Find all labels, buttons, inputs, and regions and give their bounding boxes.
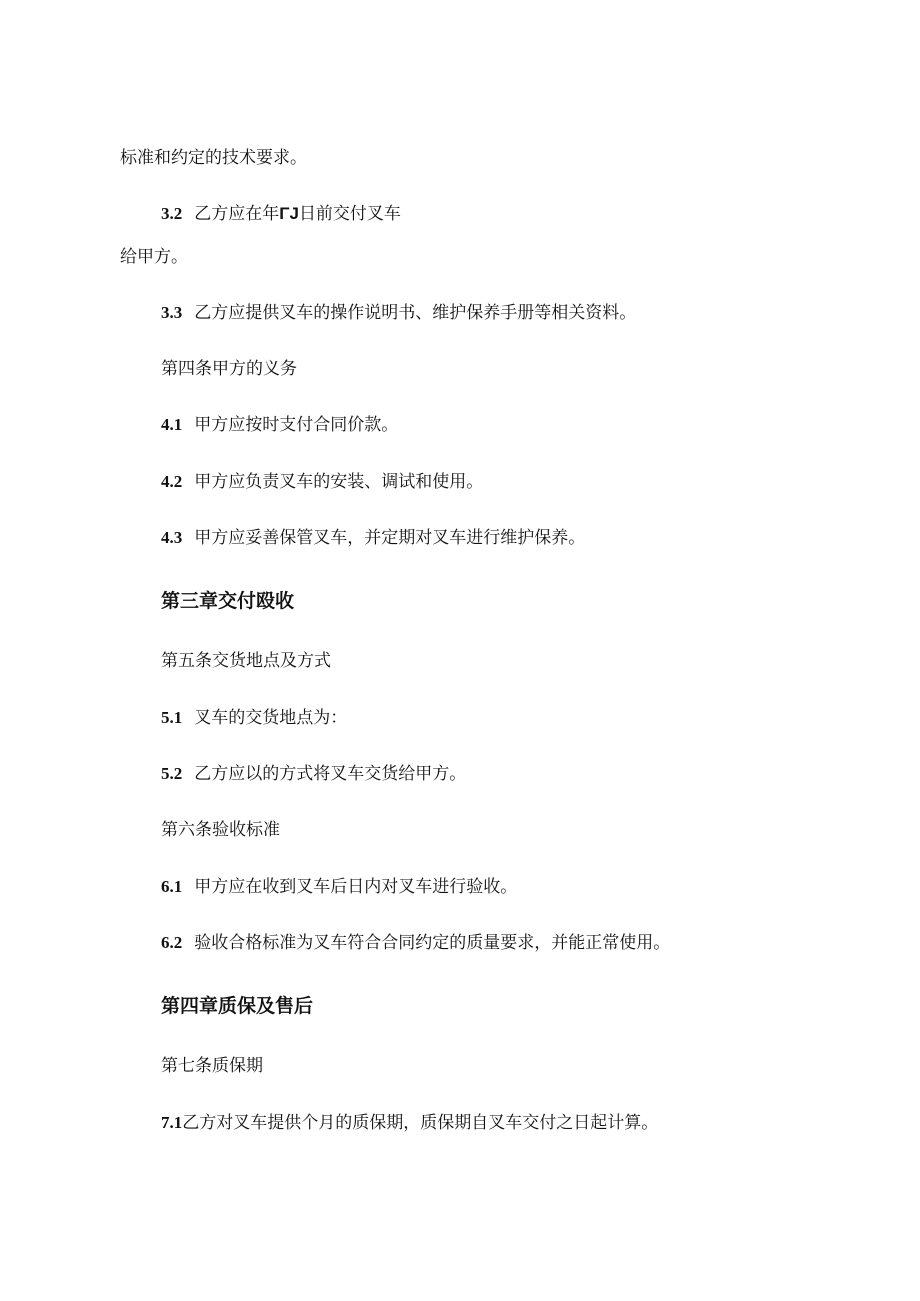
clause-7-1 — [161, 1111, 658, 1135]
line-text: 标准和约定的技术要求。 — [120, 148, 307, 168]
paragraph-line — [120, 245, 188, 269]
clause-4-2 — [161, 470, 483, 494]
article-title: 第六条验收标准 — [161, 820, 280, 840]
clause-3-3 — [161, 301, 636, 325]
clause-number: 4.2 — [161, 472, 183, 491]
clause-6-2 — [161, 931, 670, 955]
article-heading — [161, 818, 280, 842]
clause-3-2 — [161, 202, 401, 226]
clause-text: 叉车的交货地点为： — [194, 708, 348, 728]
clause-text: 甲方应在收到叉车后日内对叉车进行验收。 — [194, 877, 518, 897]
clause-text: 甲方应妥善保管叉车，并定期对叉车进行维护保养。 — [194, 528, 586, 548]
clause-text: 甲方应负责叉车的安装、调试和使用。 — [194, 472, 484, 492]
clause-text: 验收合格标准为叉车符合合同约定的质量要求，并能正常使用。 — [194, 933, 671, 953]
clause-number: 6.2 — [161, 933, 183, 952]
clause-number: 5.1 — [161, 708, 183, 727]
clause-5-1 — [161, 706, 347, 730]
chapter-heading — [161, 589, 294, 613]
clause-number: 5.2 — [161, 764, 183, 783]
article-title: 第五条交货地点及方式 — [161, 651, 331, 671]
clause-6-1 — [161, 875, 517, 899]
clause-text: 乙方应提供叉车的操作说明书、维护保养手册等相关资料。 — [194, 303, 637, 323]
article-heading — [161, 649, 331, 673]
article-heading — [161, 1054, 263, 1078]
chapter-title: 第四章质保及售后 — [161, 995, 314, 1017]
clause-4-1 — [161, 413, 398, 437]
clause-text: 甲方应按时支付合同价款。 — [194, 415, 399, 435]
clause-mark: ΓJ — [279, 204, 299, 223]
chapter-title: 第三章交付殴收 — [161, 590, 295, 612]
clause-number: 6.1 — [161, 877, 183, 896]
clause-number: 3.2 — [161, 204, 183, 223]
clause-text-part: 日前交付叉车 — [298, 204, 401, 224]
paragraph-line — [120, 146, 307, 170]
chapter-heading — [161, 994, 313, 1018]
clause-5-2 — [161, 762, 466, 786]
line-text: 给甲方。 — [120, 247, 188, 267]
clause-4-3 — [161, 526, 585, 550]
clause-text: 乙方应以的方式将叉车交货给甲方。 — [194, 764, 467, 784]
clause-text-part: 乙方应在年 — [194, 204, 280, 224]
article-title: 第四条甲方的义务 — [161, 359, 297, 379]
article-title: 第七条质保期 — [161, 1056, 263, 1076]
article-heading — [161, 357, 297, 381]
clause-text: 乙方对叉车提供个月的质保期，质保期自叉车交付之日起计算。 — [182, 1113, 659, 1133]
clause-number: 3.3 — [161, 303, 183, 322]
clause-number: 4.1 — [161, 415, 183, 434]
clause-number: 4.3 — [161, 528, 183, 547]
clause-number: 7.1 — [161, 1113, 183, 1132]
